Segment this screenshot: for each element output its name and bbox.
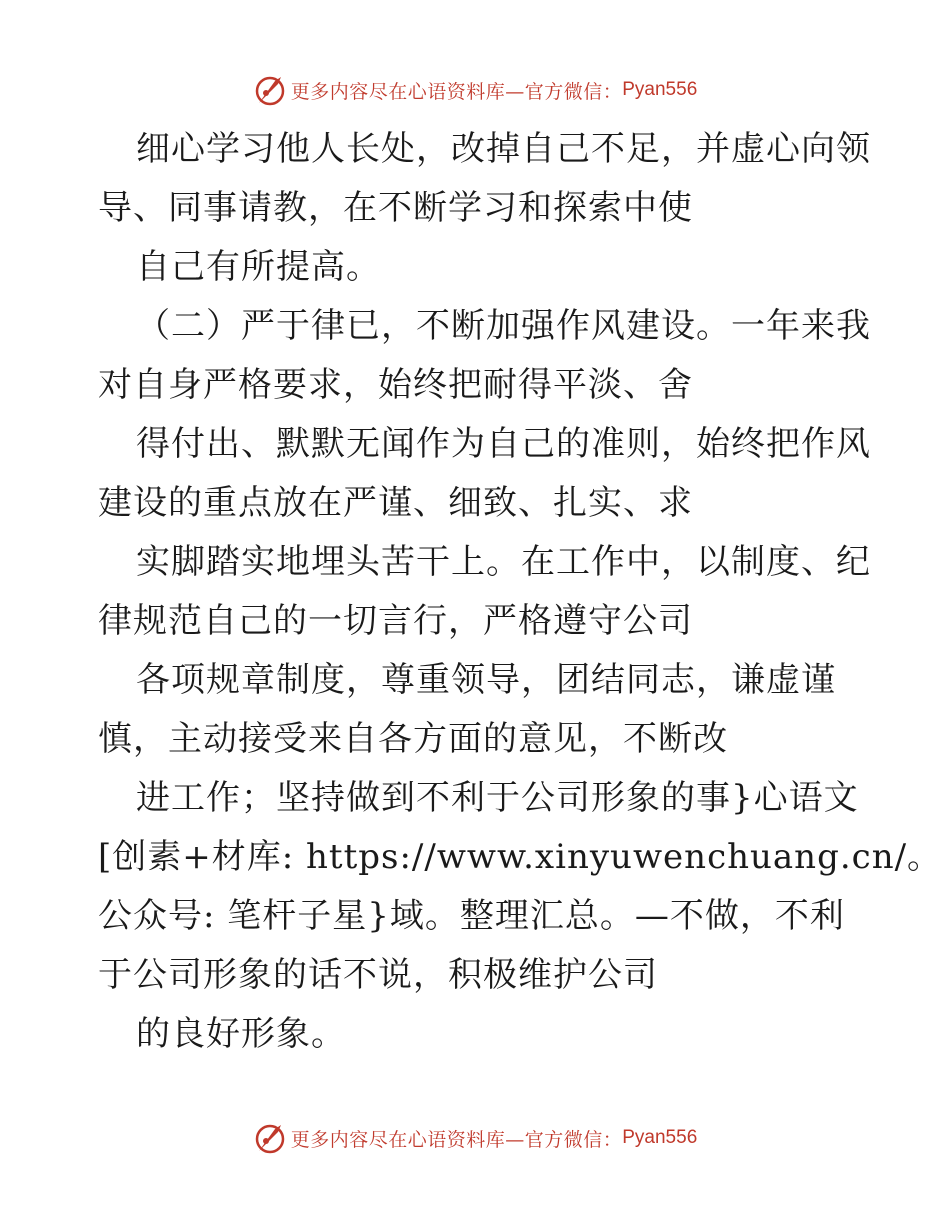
text-line: 进工作；坚持做到不利于公司形象的事}心语文 [136, 778, 859, 818]
text-line: [创素+材库: https://www.xinyuwenchuang.cn/。 [98, 837, 943, 877]
header-banner [0, 70, 950, 110]
text-line: 对自身严格要求，始终把耐得平淡、舍 [98, 365, 693, 405]
document-body [98, 120, 943, 1064]
footer-banner-wechat: Pyan556 [622, 1127, 698, 1148]
text-line: 建设的重点放在严谨、细致、扎实、求 [98, 483, 693, 523]
footer-banner [0, 1118, 950, 1158]
footer-banner-text: 更多内容尽在心语资料库—官方微信： [290, 1128, 623, 1151]
text-line: 实脚踏实地埋头苦干上。在工作中，以制度、纪 [136, 542, 871, 582]
header-banner-wechat: Pyan556 [622, 79, 698, 100]
text-line: 律规范自己的一切言行，严格遵守公司 [98, 601, 693, 641]
text-line: 细心学习他人长处，改掉自己不足，并虚心向领 [136, 129, 871, 169]
text-line: 的良好形象。 [136, 1014, 346, 1054]
quill-logo-icon [253, 1121, 287, 1155]
text-line: 公众号: 笔杆子星}域。整理汇总。—不做，不利 [98, 896, 845, 936]
text-line: 于公司形象的话不说，积极维护公司 [98, 955, 658, 995]
header-banner-text: 更多内容尽在心语资料库—官方微信： [290, 80, 623, 103]
text-line: 自己有所提高。 [136, 247, 381, 287]
text-line: （二）严于律已，不断加强作风建设。一年来我 [136, 306, 871, 346]
text-line: 各项规章制度，尊重领导，团结同志，谦虚谨 [136, 660, 836, 700]
text-line: 慎，主动接受来自各方面的意见，不断改 [98, 719, 728, 759]
quill-logo-icon [253, 73, 287, 107]
text-line: 导、同事请教，在不断学习和探索中使 [98, 188, 693, 228]
text-line: 得付出、默默无闻作为自己的准则，始终把作风 [136, 424, 871, 464]
